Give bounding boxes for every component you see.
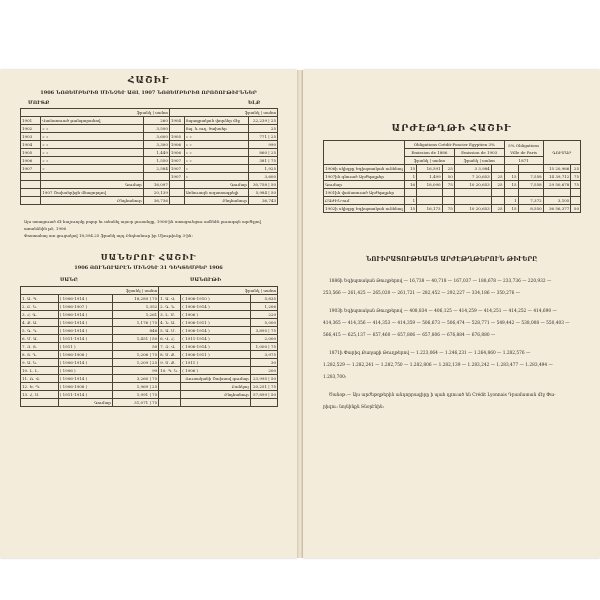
left-page: [0, 70, 297, 558]
income-amount: [143, 173, 169, 181]
count-1886: [405, 189, 417, 197]
spacer: [159, 383, 181, 391]
member-left-sum: 31,071 | 75: [112, 399, 158, 407]
right-page: [303, 70, 600, 558]
holdings-1903-cont2: 566,415 — 625,137 — 657,460 — 657,806 — 657,806 — 676,884 — 676,880 —: [323, 333, 496, 338]
member-left-amount: 18,289 | 75: [112, 295, 158, 303]
income-extra: 20,139: [143, 189, 169, 197]
income-label: Վաճառուած թանգարանով: [41, 117, 143, 125]
expense-amount: 22,239 | 25: [248, 117, 277, 125]
securities-title: ԱՐԺԷԹՂԹԻ ՀԱՇԻՒ: [391, 124, 512, 134]
expense-amount: 3,600: [248, 173, 277, 181]
member-left-years: ( 1911 ): [58, 343, 112, 351]
expense-year: 1907: [169, 165, 184, 173]
expense-amount: 990: [248, 141, 277, 149]
security-row-label: 1906ի սկիզբը Եգիպտական ունենալ: [325, 166, 403, 171]
holdings-1886-cont: 253,566 — 261,425 — 265,020 — 261,721 — 282,452 — 292,227 — 334,186 — 350,276 —: [323, 291, 521, 296]
member-left-amount: 1,206 | 75: [112, 351, 158, 359]
holdings-title: ՆՈՒԻՐԱՏՈՒԹԵԱՆՑ ԱՐԺԷԹՂԹԵՐՈՒՆ ԹԻՒԵՐԸ: [365, 256, 538, 263]
table-row: [21, 133, 278, 141]
member-right-name: 8. Ս. Ք.: [159, 351, 181, 359]
member-left-name: 5. Գ. Դ.: [21, 327, 59, 335]
members-grid: [20, 286, 278, 407]
member-right-name: 3. Լ. Մ.: [159, 311, 181, 319]
member-right-years: ( 1906 ): [181, 367, 251, 375]
member-right-years: ( 1906-1914 ): [181, 343, 251, 351]
income-amount: 3,300: [143, 141, 169, 149]
table-row: [324, 205, 581, 213]
income-year: 1902: [21, 125, 41, 133]
income-label: [41, 173, 143, 181]
spacer: [21, 197, 41, 205]
member-right-amount: 2,000: [250, 335, 277, 343]
expense-label: » »: [184, 141, 248, 149]
income-label: » »: [41, 149, 143, 157]
member-right-name: 4. Ն. Ա.: [159, 319, 181, 327]
unit-1886: ֆրանկ | սանտ: [405, 157, 455, 165]
page-title: ՀԱՇԻՒ: [127, 76, 170, 86]
section-subtitle-members: 1906 ՅՈՒՆՈՒԱՐԷՆ ՄԻՆՉԵՒ 31 ԴԵԿՏԵՄԲԵՐ 1906: [74, 265, 223, 271]
holdings-1903: 1903ի Եգիպտական Թուղթերով — 408,834 — 406,125 — 414,259 — 414,251 — 414,252 — 414,690 —: [329, 309, 557, 314]
cents-1903: [491, 197, 504, 205]
emission-1886: Emission de 1886: [405, 149, 455, 157]
table-row: [21, 383, 278, 391]
count-1886: 15: [405, 165, 417, 173]
member-right-extra2: 20,251 | 75: [250, 383, 277, 391]
total-francs: 29 50,678: [543, 181, 571, 189]
income-year: 1905: [21, 149, 41, 157]
spacer: [159, 399, 181, 407]
spacer: [21, 189, 41, 197]
cents-1903: 25: [491, 173, 504, 181]
expense-label: » »: [184, 149, 248, 157]
member-right-name: 10. Պ. Ն.: [159, 367, 181, 375]
francs-1903: [454, 197, 491, 205]
expense-amount: 381 | 75: [248, 157, 277, 165]
count-1871: 15: [504, 173, 518, 181]
income-label: » »: [41, 157, 143, 165]
member-left-years: ( 1906-1914 ): [58, 359, 112, 367]
francs-1886: 16,173: [417, 205, 443, 213]
income-sum: 16,097: [143, 181, 169, 189]
expense-amount: 1,925: [248, 165, 277, 173]
member-right-name: 9. Ս. Ք.: [159, 359, 181, 367]
members-left-heading: ՍԱՆԸ: [60, 277, 78, 283]
member-right-amount: 5,835: [250, 295, 277, 303]
expense-year: 1906: [169, 141, 184, 149]
spacer: [21, 399, 59, 407]
member-left-years: ( 1906-1908 ): [58, 383, 112, 391]
expense-year: 1905: [169, 133, 184, 141]
expense-year: 1906: [169, 149, 184, 157]
member-left-name: 13. Հ. Ս.: [21, 391, 59, 399]
member-right-total-label: Ընդհանուր: [181, 391, 251, 399]
francs-1903: 10 20,653: [454, 205, 491, 213]
cents-1886: 25: [442, 165, 454, 173]
income-year: 1903: [21, 133, 41, 141]
table-row: [21, 327, 278, 335]
table-row: [21, 343, 278, 351]
security-row-label: 1902ի սկիզբը Եգիպտական ունենալ: [325, 206, 403, 211]
member-right-extra1-label: Ռուսականի Ծախսով գումար: [181, 375, 251, 383]
count-1871: 1: [504, 197, 518, 205]
count-1871: 15: [504, 205, 518, 213]
member-left-name: 7. Զ. Տ.: [21, 343, 59, 351]
francs-1886: 1,499: [417, 173, 443, 181]
spacer: [169, 197, 184, 205]
member-right-extra1: 23,995 | 50: [250, 375, 277, 383]
total-cents: 75: [571, 181, 581, 189]
expense-year: 1907: [169, 157, 184, 165]
expense-label: Տպագրական փորձեր մէջ: [184, 117, 248, 125]
security-row-label: 1901ին վաճառուած Արժեթղթեր: [324, 189, 405, 197]
member-right-years: ( 1911 ): [181, 359, 251, 367]
section-title-members: ՍԱՆԵՐՈՒ ՀԱՇԻՒ: [100, 252, 197, 262]
total-cents: 75: [571, 173, 581, 181]
income-year: [21, 173, 41, 181]
group-ville-de-paris: 5% Obligations Ville de Paris: [504, 141, 543, 157]
member-left-years: ( 1906-1907 ): [58, 303, 112, 311]
member-right-years: ( 1906-1911 ): [181, 351, 251, 359]
income-total: 36,736: [143, 197, 169, 205]
member-left-amount: 1,451 | 50: [112, 335, 158, 343]
spacer: [181, 399, 251, 407]
expense-heading: ԵԼՔ: [248, 100, 261, 106]
table-row: [21, 399, 278, 407]
holdings-1871: 1871ի Փարիզ Քաղաքի Թուղթերով — 1.223,064 — 1.246,231 — 1.264,860 — 1.282,576 —: [329, 351, 531, 356]
francs-1871: [518, 189, 543, 197]
member-left-name: 12. Ե. Պ.: [21, 383, 59, 391]
group-credit-foncier: Obligations Crédit-Foncier Egyptien 3%: [405, 141, 505, 149]
securities-corner: [324, 141, 405, 165]
spacer: [159, 375, 181, 383]
member-left-years: ( 1906-1914 ): [58, 375, 112, 383]
member-left-sum-label: Գումար: [58, 399, 112, 407]
member-right-amount: 1,206: [250, 303, 277, 311]
member-right-amount: 5,000: [250, 319, 277, 327]
member-right-years: ( 1911-1914 ): [181, 335, 251, 343]
member-left-name: 4. Ք. Ա.: [21, 319, 59, 327]
spacer: [159, 391, 181, 399]
member-left-amount: 1,352: [112, 303, 158, 311]
francs-1871: [518, 165, 543, 173]
cents-1886: [442, 197, 454, 205]
securities-grid: [323, 140, 581, 213]
count-1886: 1: [405, 173, 417, 181]
expense-extra-label: Առնուազն ազատագրելի: [184, 189, 248, 197]
report-subtitle: 1906 ՆՈՅԵՄԲԵՐԻՑ ՄԻՆՉԵՒ ԱՅԼ 1907 ՆՈՅԵՄԲԵՐԻՑ ՈՐՈՇՈՒԹԻՒՆՆԵՐ: [40, 90, 257, 96]
expense-extra: 5,984 | 50: [248, 189, 277, 197]
expense-year: [169, 125, 184, 133]
ledger-note: Այս ստացուած մէ հաշուոյմը բոլոր եւ տեսնել այսօր լուսանցք, 1906-ին ստացուեցաւ ամէնէն լաւագոյն արժէքով առանձնին թէ, 1906 Փոստահայ առ ցուցակով 18,594.25 ֆրանկ այդ Ընդհանուր իր Միութիւնը 3-ին։: [24, 219, 261, 238]
francs-1871: 7,558: [518, 181, 543, 189]
table-row: [21, 367, 278, 375]
member-left-name: 6. Մ. Ա.: [21, 335, 59, 343]
member-right-years: ( 1906-1914 ): [181, 327, 251, 335]
income-year: 1907: [21, 165, 41, 173]
ledger-grid: [20, 108, 278, 205]
member-left-name: 3. Հ. Գ.: [21, 311, 59, 319]
member-right-amount: 30: [250, 359, 277, 367]
income-amount: 2,584: [143, 165, 169, 173]
member-left-name: 9. Ա. Ն.: [21, 359, 59, 367]
member-left-amount: 1,176 | 75: [112, 319, 158, 327]
member-right-name: 5. Ա. Մ.: [159, 327, 181, 335]
member-right-amount: 200: [250, 367, 277, 375]
spacer: [21, 181, 41, 189]
cents-1903: [491, 165, 504, 173]
francs-1871: 7,372: [518, 197, 543, 205]
table-row: [21, 335, 278, 343]
table-row: [21, 375, 278, 383]
member-right-name: 2. Գ. Ն.: [159, 303, 181, 311]
expense-label: »: [184, 165, 248, 173]
francs-1903: [454, 189, 491, 197]
holdings-1871-cont2: 1.283,700։: [323, 375, 347, 380]
cents-1886: 75: [442, 205, 454, 213]
francs-1886: [417, 197, 443, 205]
member-right-years: ( 1906-1910 ): [181, 295, 251, 303]
count-1871: 15: [504, 181, 518, 189]
table-row: [21, 359, 278, 367]
cents-1903: 25: [491, 181, 504, 189]
spacer: [169, 189, 184, 197]
expense-amount: 860 | 25: [248, 149, 277, 157]
member-left-name: 8. Տ. Դ.: [21, 351, 59, 359]
members-table: [20, 286, 278, 407]
francs-1886: 16,591: [417, 165, 443, 173]
member-right-extra2-label: Բանկայ: [181, 383, 251, 391]
expense-total-label: Ընդհանուր: [184, 197, 248, 205]
security-row-label: ԲԱԺԻՆ-ում: [324, 197, 405, 205]
count-1886: 16: [405, 181, 417, 189]
table-row: [21, 141, 278, 149]
expense-year: 1907: [169, 173, 184, 181]
table-row: [21, 319, 278, 327]
expense-sum-label: Գումար: [184, 181, 248, 189]
member-left-amount: 50: [112, 343, 158, 351]
expense-sum: 30,758 | 50: [248, 181, 277, 189]
member-left-years: ( 1906-1914 ): [58, 327, 112, 335]
total-francs: 15 20,966: [543, 165, 571, 173]
total-cents: 50: [571, 205, 581, 213]
total-cents: [571, 189, 581, 197]
total-cents: [571, 197, 581, 205]
member-right-years: ( 1906-1914 ): [181, 303, 251, 311]
member-left-name: 2. Բ. Ն.: [21, 303, 59, 311]
table-row: [21, 311, 278, 319]
table-row: [21, 295, 278, 303]
income-unit: ֆրանկ | սանտ: [21, 109, 170, 117]
emission-1903: Emission de 1903: [454, 149, 504, 157]
total-francs: 3,105: [543, 197, 571, 205]
year-1871: 1871: [504, 157, 543, 165]
expense-label: » »: [184, 157, 248, 165]
income-year: 1904: [21, 141, 41, 149]
member-left-years: ( 1906 ): [58, 367, 112, 375]
holdings-1871-cont: 1.282,529 — 1.282,241 — 1.282,750 — 1.282,806 — 1.282,139 — 1.283,242 — 1.283,477 — 1.283,494 —: [323, 363, 553, 368]
count-1871: [504, 165, 518, 173]
income-amount: 3,600: [143, 133, 169, 141]
income-sum-label: Գումար: [41, 181, 143, 189]
ledger-body: [21, 117, 278, 205]
francs-1886: 18,090: [417, 181, 443, 189]
expense-label: » »: [184, 133, 248, 141]
holdings-1903-cont: 414,365 — 414,356 — 414,353 — 414,359 — 506,673 — 506,474 — 528,771 — 549,442 — 538,008 — 550,403 —: [323, 321, 570, 326]
group-total: ԳՈՒՄԱՐ: [543, 141, 580, 165]
holdings-footnote-cont: րիզու։ նոյնինքն Տնօրէնին։: [323, 405, 385, 410]
unit-1903: ֆրանկ | սանտ: [454, 157, 504, 165]
holdings-1886: 1886ի Եգիպտական Թուղթերով — 16,738 — 40,718 — 167,037 — 188,678 — 233,736 — 220,932 —: [329, 279, 552, 284]
table-row: [21, 303, 278, 311]
members-right-heading: ՍԱՆՈՒԹԻ: [190, 277, 222, 283]
expense-unit: ֆրանկ | սանտ: [169, 109, 277, 117]
cents-1886: [442, 189, 454, 197]
income-label: » »: [41, 133, 143, 141]
expense-label: »: [184, 173, 248, 181]
income-label: » »: [41, 141, 143, 149]
member-right-amount: 3,895 | 75: [250, 327, 277, 335]
income-amount: 3,500: [143, 125, 169, 133]
count-1886: 15: [405, 205, 417, 213]
member-left-years: ( 1906-1914 ): [58, 319, 112, 327]
count-1871: [504, 189, 518, 197]
income-amount: 1,550: [143, 157, 169, 165]
member-left-years: ( 1906-1914 ): [58, 311, 112, 319]
securities-table: [323, 140, 581, 213]
member-left-years: ( 1906-1908 ): [58, 351, 112, 359]
member-left-amount: 3,260 | 75: [112, 375, 158, 383]
table-row: [21, 173, 278, 181]
expense-amount: 25: [248, 125, 277, 133]
table-row: [21, 157, 278, 165]
expense-label: Տպ. և ուղ. ծախսեր: [184, 125, 248, 133]
member-left-name: 1. Ա. Պ.: [21, 295, 59, 303]
francs-1886: [417, 189, 443, 197]
member-right-amount: 1,000 | 75: [250, 343, 277, 351]
income-amount: 1,449: [143, 149, 169, 157]
income-extra-label: 1907 Ծախսերիցն մնացորդով: [41, 189, 143, 197]
member-right-name: 7. Զ. Վ.: [159, 343, 181, 351]
member-right-total: 57,899 | 50: [250, 391, 277, 399]
total-francs: 36 56,377: [543, 205, 571, 213]
income-amount: 260: [143, 117, 169, 125]
member-left-amount: 1,991 | 75: [112, 391, 158, 399]
member-left-years: ( 1906-1914 ): [58, 295, 112, 303]
table-row: [324, 165, 581, 173]
member-right-years: ( 1906 ): [181, 311, 251, 319]
cents-1886: 75: [442, 181, 454, 189]
table-row: [21, 165, 278, 173]
member-left-years: ( 1911-1914 ): [58, 391, 112, 399]
member-left-amount: 99: [112, 367, 158, 375]
table-row: [21, 125, 278, 133]
member-right-amount: 3,975: [250, 351, 277, 359]
expense-year: 1904: [169, 117, 184, 125]
table-row: [21, 351, 278, 359]
table-row: [324, 173, 581, 181]
members-left-unit: ֆրանկ | սանտ: [21, 287, 159, 295]
income-year: 1906: [21, 157, 41, 165]
table-row: [324, 197, 581, 205]
member-right-name: 1. Ա. Վ.: [159, 295, 181, 303]
security-row-label: Գումար: [324, 181, 405, 189]
table-row: [21, 197, 278, 205]
table-row: [324, 189, 581, 197]
spacer: [250, 399, 277, 407]
income-label: » »: [41, 125, 143, 133]
member-left-amount: 1,261: [112, 311, 158, 319]
income-label: »: [41, 165, 143, 173]
francs-1871: 8,550: [518, 205, 543, 213]
members-body: [21, 295, 278, 407]
table-row: [21, 189, 278, 197]
income-year: 1901: [21, 117, 41, 125]
francs-1903: 10 20,653: [454, 181, 491, 189]
member-left-amount: 1,209 | 25: [112, 359, 158, 367]
member-right-amount: 220: [250, 311, 277, 319]
members-right-unit: ֆրանկ | սանտ: [159, 287, 278, 295]
cents-1903: 25: [491, 205, 504, 213]
expense-amount: 771 | 25: [248, 133, 277, 141]
security-row-label: 1907ին գնուած Արժեթղթեր: [324, 173, 405, 181]
cents-1903: [491, 189, 504, 197]
table-row: [21, 391, 278, 399]
member-right-name: 6. Վ. Հ.: [159, 335, 181, 343]
member-left-name: 11. Ռ. Վ.: [21, 375, 59, 383]
table-row: [21, 181, 278, 189]
expense-total: 36,743: [248, 197, 277, 205]
total-francs: [543, 189, 571, 197]
income-heading: ՄՈՒՏՔ: [28, 100, 50, 106]
spacer: [169, 181, 184, 189]
total-cents: 25: [571, 165, 581, 173]
holdings-footnote: Ծանօթ.— Այս արժեթղթերին անդորրագիրը ի պահ դրուած են Crédit Lyonnais Դրամատան մէջ Փա-: [329, 393, 556, 398]
table-row: [324, 181, 581, 189]
member-left-amount: 846: [112, 327, 158, 335]
member-left-years: ( 1911-1914 ): [58, 335, 112, 343]
table-row: [21, 117, 278, 125]
member-right-years: ( 1906-1911 ): [181, 319, 251, 327]
securities-body: [324, 165, 581, 213]
ledger-table: [20, 108, 278, 205]
francs-1903: 3 3,984: [454, 165, 491, 173]
count-1886: 1: [405, 197, 417, 205]
income-total-label: Ընդհանուր: [41, 197, 143, 205]
table-row: [21, 149, 278, 157]
francs-1903: 7 20,653: [454, 173, 491, 181]
member-left-amount: 1,969 | 25: [112, 383, 158, 391]
francs-1871: 7,558: [518, 173, 543, 181]
total-francs: 14 39,712: [543, 173, 571, 181]
member-left-name: 10. Լ. Լ.: [21, 367, 59, 375]
cents-1886: 50: [442, 173, 454, 181]
